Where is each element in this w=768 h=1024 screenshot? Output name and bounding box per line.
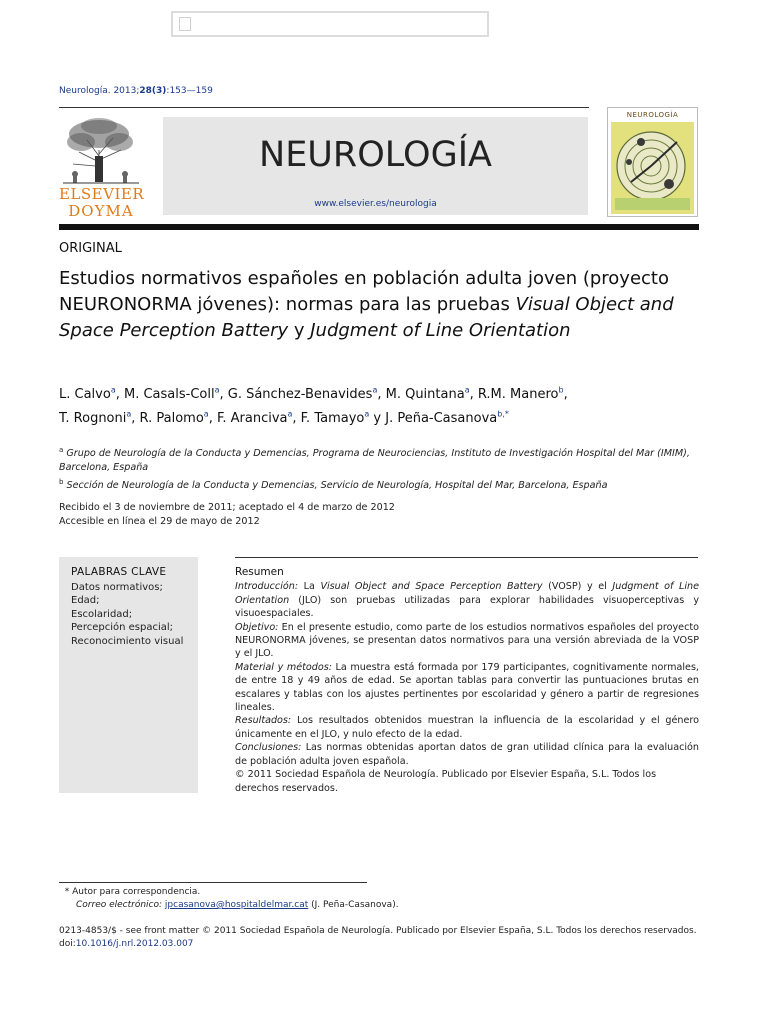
abstract-divider xyxy=(235,557,698,558)
publisher-name-line1: ELSEVIER xyxy=(59,185,145,203)
author: R. Palomo$^a$, xyxy=(139,409,217,426)
citation-journal: Neurología. 2013; xyxy=(59,86,140,96)
author: J. Peña-Casanova$^{b,*}$ xyxy=(385,409,509,426)
affiliations xyxy=(59,443,704,493)
section-divider xyxy=(59,224,699,230)
journal-cover xyxy=(607,107,698,217)
doi-link[interactable]: 10.1016/j.nrl.2012.03.007 xyxy=(75,939,194,949)
author: T. Rognoni$^a$, xyxy=(59,409,140,426)
received-date: Recibido el 3 de noviembre de 2011; aceptado el 4 de marzo de 2012 xyxy=(59,502,395,513)
author: M. Quintana$^a$, xyxy=(385,386,478,403)
citation-line xyxy=(59,86,213,96)
keyword: Percepción espacial; xyxy=(71,622,174,634)
author: F. Aranciva$^a$, xyxy=(216,409,301,426)
keywords-title: PALABRAS CLAVE xyxy=(71,566,167,578)
title-part-1: Estudios normativos españoles en población adulta joven (proyecto NEURONORMA jóvenes): normas para las pruebas xyxy=(59,268,669,315)
affiliation-marker[interactable]: a xyxy=(214,386,220,395)
abstract-objective: Objetivo: En el presente estudio, como parte de los estudios normativos españoles del proyecto NEURONORMA jóvenes, se presentan datos normativos para una versión abreviada de la VOSP y el JLO. xyxy=(235,621,699,660)
publisher-name-line2: DOYMA xyxy=(68,202,134,220)
cover-image xyxy=(611,122,694,214)
title-italic-1: Visual Object and Space Perception Battery xyxy=(59,294,674,341)
article-title xyxy=(59,266,704,344)
online-date: Accesible en línea el 29 de mayo de 2012 xyxy=(59,516,260,527)
affiliation-marker[interactable]: a xyxy=(126,409,132,419)
abstract-conclusions: Conclusiones: Las normas obtenidas aportan datos de gran utilidad clínica para la evaluación de población adulta joven española. xyxy=(235,742,699,767)
title-italic-2: Judgment of Line Orientation xyxy=(310,320,571,341)
abstract-methods: Material y métodos: La muestra está formada por 179 participantes, cognitivamente normales, de entre 18 y 49 años de edad. Se aportan tablas para convertir las puntuaciones brutas en escalares y tablas con los ajustes pertinentes por escolaridad y género a partir de regresiones lineales. xyxy=(235,661,699,714)
affiliation-marker[interactable]: a xyxy=(464,386,470,395)
author: F. Tamayo$^a$ y xyxy=(300,409,386,426)
email-label: Correo electrónico: xyxy=(76,900,163,910)
abstract-introduction: Introducción: La Visual Object and Space Perception Battery (VOSP) y el Judgment of Line Orientation (JLO) son pruebas utilizadas para explorar habilidades visuoperceptivas y visuoespaciales. xyxy=(235,581,699,620)
abstract-copyright: © 2011 Sociedad Española de Neurología. Publicado por Elsevier España, S.L. Todos los derechos reservados. xyxy=(235,769,657,794)
affiliation-a: $^a$ Grupo de Neurología de la Conducta y Demencias, Programa de Neurociencias, Instituto de Investigación Hospital del Mar (IMIM), Barcelona, España xyxy=(59,446,690,474)
abstract-title: Resumen xyxy=(235,566,284,578)
affiliation-b: $^b$ Sección de Neurología de la Conducta y Demencias, Servicio de Neurología, Hospital del Mar, Barcelona, España xyxy=(59,478,608,492)
author: M. Casals-Coll$^a$, xyxy=(123,386,228,403)
top-input-box xyxy=(171,11,489,37)
author: L. Calvo$^a$, xyxy=(59,386,124,403)
author-list xyxy=(59,381,704,428)
journal-banner xyxy=(163,117,588,215)
keyword: Edad; xyxy=(71,595,100,607)
cover-title: NEUROLOGÍA xyxy=(626,111,679,119)
correspondence-footnote: * Autor para correspondencia. Correo electrónico: jpcasanova@hospitaldelmar.cat (J. Peña-Casanova). xyxy=(59,887,399,910)
affiliation-marker[interactable]: a xyxy=(287,409,293,419)
footnote-divider xyxy=(59,882,367,883)
keywords-box xyxy=(59,557,198,793)
abstract-results: Resultados: Los resultados obtenidos muestran la influencia de la escolaridad y el género únicamente en el JLO, y nulo efecto de la edad. xyxy=(235,715,699,740)
email-owner: (J. Peña-Casanova). xyxy=(308,900,399,910)
author: G. Sánchez-Benavides$^a$, xyxy=(227,386,386,403)
citation-pages: :153—159 xyxy=(166,86,213,96)
affiliation-marker[interactable]: b,* xyxy=(497,409,509,419)
affiliation-marker[interactable]: a xyxy=(372,386,378,395)
issn-line: 0213-4853/$ - see front matter © 2011 Sociedad Española de Neurología. Publicado por Elsevier España, S.L. Todos los derechos reservados. xyxy=(59,926,697,936)
publisher-logo xyxy=(59,116,143,220)
corresponding-author-note: Autor para correspondencia. xyxy=(72,887,201,897)
keywords-list xyxy=(71,581,191,648)
citation-volume: 28(3) xyxy=(139,86,167,96)
email-link[interactable]: jpcasanova@hospitaldelmar.cat xyxy=(164,900,309,910)
journal-title: NEUROLOGÍA xyxy=(259,135,492,175)
affiliation-marker[interactable]: a xyxy=(364,409,370,419)
article-dates xyxy=(59,501,704,529)
keyword: Datos normativos; xyxy=(71,582,163,593)
checkbox-icon xyxy=(179,17,191,31)
affiliation-marker[interactable]: a xyxy=(110,386,116,395)
elsevier-tree-icon xyxy=(59,116,143,184)
article-section: ORIGINAL xyxy=(59,241,122,256)
affiliation-marker[interactable]: a xyxy=(203,409,209,419)
title-part-2: y xyxy=(288,320,311,341)
doi-label: doi: xyxy=(59,939,76,949)
keyword: Reconocimiento visual xyxy=(71,635,184,647)
author: R.M. Manero$^b$, xyxy=(477,386,568,403)
abstract xyxy=(235,566,699,795)
affiliation-marker[interactable]: b xyxy=(558,386,564,395)
page-footer xyxy=(59,925,719,951)
header-divider xyxy=(59,107,589,108)
journal-url[interactable]: www.elsevier.es/neurologia xyxy=(314,199,437,209)
keyword: Escolaridad; xyxy=(71,608,133,620)
